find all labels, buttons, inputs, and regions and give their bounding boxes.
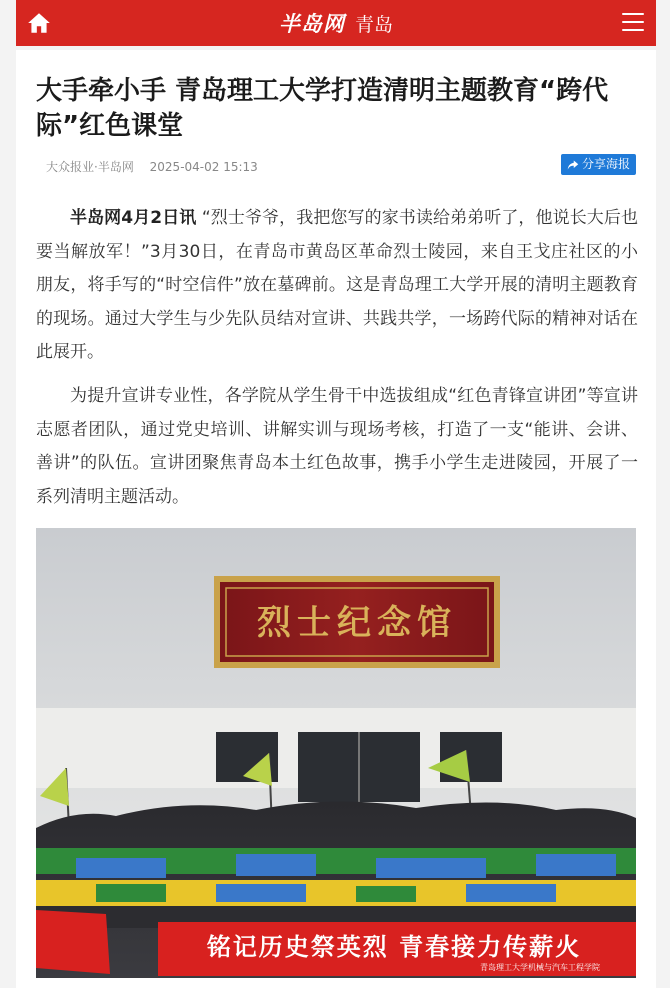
photo-illustration [36,528,636,978]
share-label: 分享海报 [581,157,630,171]
article-source: 大众报业·半岛网 [46,160,134,174]
banner-text: 铭记历史祭英烈 青春接力传薪火 [206,932,582,961]
paragraph-text: “烈士爷爷，我把您写的家书读给弟弟听了，他说长大后也要当解放军！”3月30日，在青岛市黄岛区革命烈士陵园，来自王戈庄社区的小朋友，将手写的“时空信件”放在墓碑前。这是青岛理工大学开展的清明主题教育的现场。通过大学生与少先队员结对宣讲、共践共学，一场跨代际的精神对话在此展开。 [36,208,638,362]
paragraph-text: 为提升宣讲专业性，各学院从学生骨干中选拔组成“红色青锋宣讲团”等宣讲志愿者团队，通过党史培训、讲解实训与现场考核，打造了一支“能讲、会讲、善讲”的队伍。宣讲团聚焦青岛本土红色故事，携手小学生走进陵园，开展了一系列清明主题活动。 [36,386,638,507]
plaque-text: 烈士纪念馆 [257,603,457,643]
share-icon [567,159,579,171]
article-paragraph [36,380,638,514]
article-title: 大手牵小手 青岛理工大学打造清明主题教育“跨代际”红色课堂 [36,76,609,141]
site-brand[interactable] [16,0,656,46]
article-datetime: 2025-04-02 15:13 [149,160,258,174]
site-logo: 半岛网 [278,11,345,36]
article-paragraph [36,202,638,370]
article-photo [36,528,636,978]
memorial-plaque [214,576,500,668]
article-card [16,50,656,988]
menu-icon [622,13,644,31]
article-meta [46,158,258,175]
menu-button[interactable] [622,13,644,33]
paragraph-lead: 半岛网4月2日讯 [70,208,197,228]
banner-subtext: 青岛理工大学机械与汽车工程学院 [480,963,600,972]
city-label: 青岛 [354,13,393,36]
share-poster-button[interactable] [561,154,636,175]
top-header [16,0,656,46]
